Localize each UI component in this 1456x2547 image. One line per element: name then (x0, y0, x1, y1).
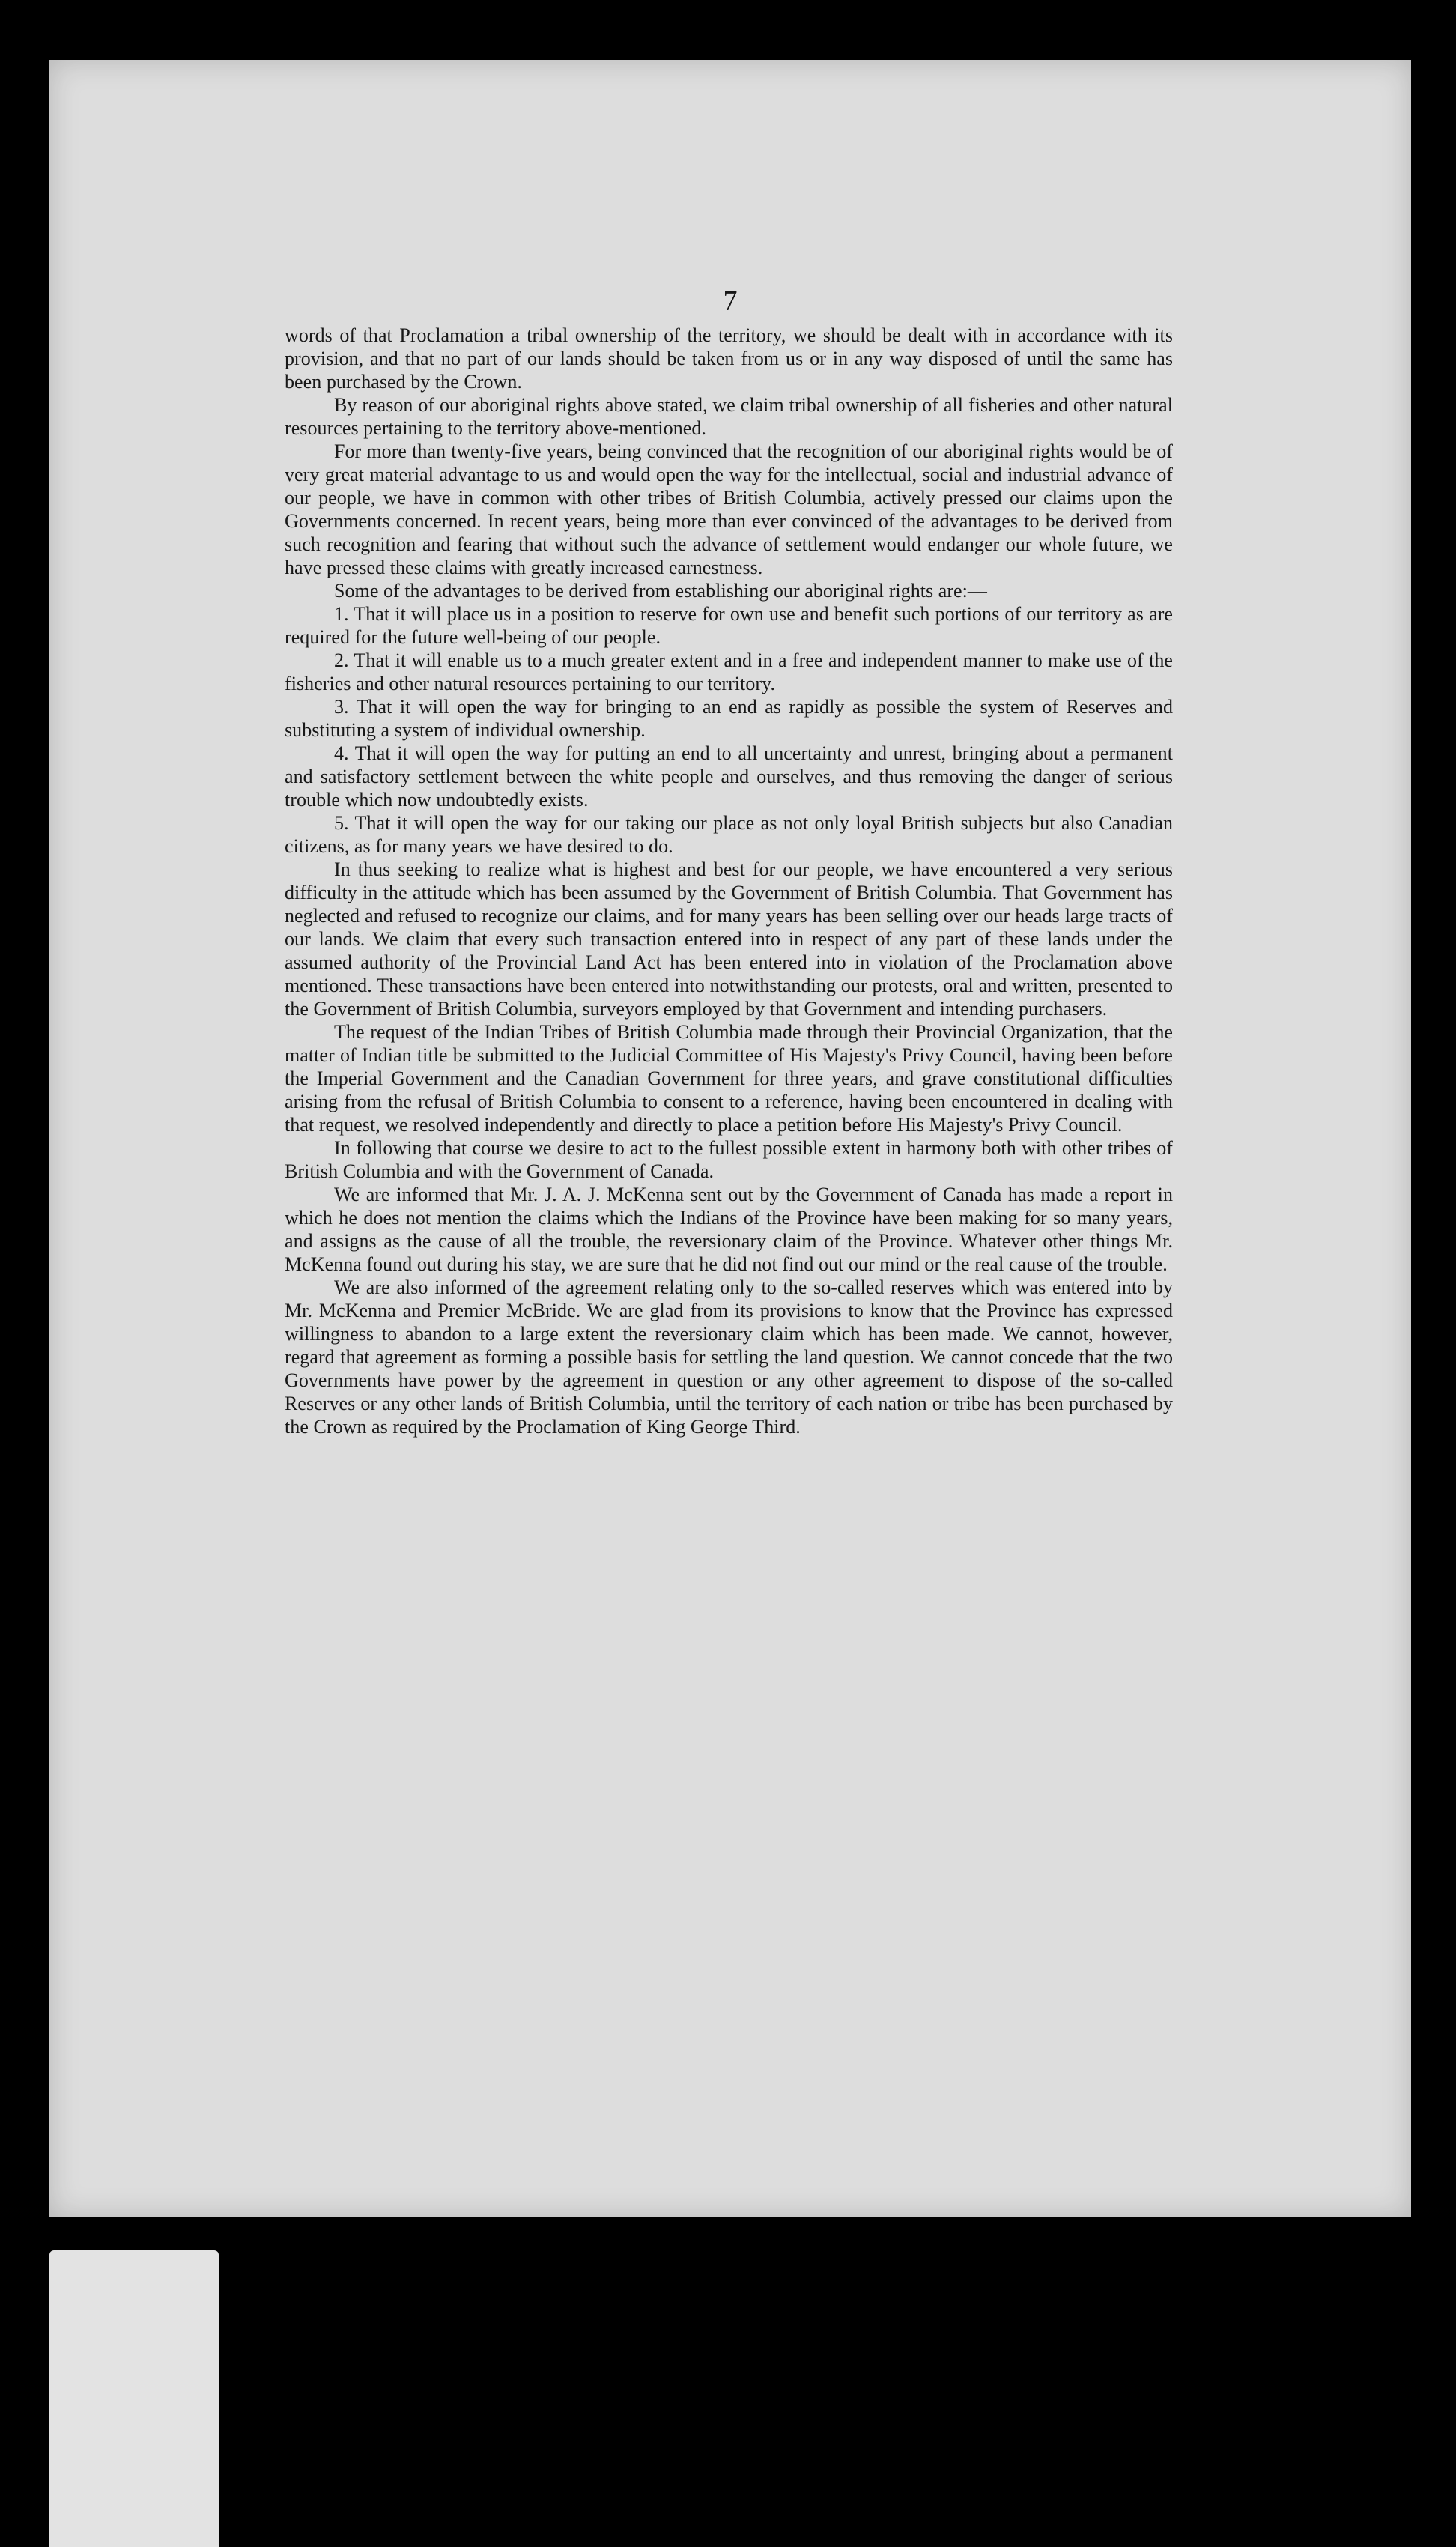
paragraph: In following that course we desire to act to the fullest possible extent in harmony both with other tribes of British Columbia and with the Government of Canada. (285, 1137, 1173, 1182)
paragraph: By reason of our aboriginal rights above stated, we claim tribal ownership of all fisheries and other natural resources pertaining to the territory above-mentioned. (285, 394, 1173, 439)
paragraph: In thus seeking to realize what is highest and best for our people, we have encountered a very serious difficulty in the attitude which has been assumed by the Government of British Columbia. That Government has neglected and refused to recognize our claims, and for many years has been selling over our heads large tracts of our lands. We claim that every such transaction entered into in respect of any part of these lands under the assumed authority of the Provincial Land Act has been entered into in violation of the Proclamation above mentioned. These transactions have been entered into notwithstanding our protests, oral and written, presented to the Government of British Columbia, surveyors employed by that Government and intending purchasers. (285, 858, 1173, 1020)
page-number: 7 (723, 285, 738, 317)
paper-slip (49, 2250, 219, 2547)
paragraph: The request of the Indian Tribes of British Columbia made through their Provincial Organization, that the matter of Indian title be submitted to the Judicial Committee of His Majesty's Privy Council, having been before the Imperial Government and the Canadian Government for three years, and grave constitutional difficulties arising from the refusal of British Columbia to consent to a reference, having been encountered in dealing with that request, we resolved independently and directly to place a petition before His Majesty's Privy Council. (285, 1021, 1173, 1136)
paragraph: For more than twenty-five years, being convinced that the recognition of our aboriginal rights would be of very great material advantage to us and would open the way for the intellectual, social and industrial advance of our people, we have in common with other tribes of British Columbia, actively pressed our claims upon the Governments concerned. In recent years, being more than ever convinced of the advantages to be derived from such recognition and fearing that without such the advance of settlement would endanger our whole future, we have pressed these claims with greatly increased earnestness. (285, 440, 1173, 578)
document-page (49, 60, 1411, 2217)
paragraph: 5. That it will open the way for our taking our place as not only loyal British subjects but also Canadian citizens, as for many years we have desired to do. (285, 812, 1173, 857)
paragraph: 4. That it will open the way for putting an end to all uncertainty and unrest, bringing about a permanent and satisfactory settlement between the white people and ourselves, and thus removing the danger of serious trouble which now undoubtedly exists. (285, 742, 1173, 811)
paragraph: Some of the advantages to be derived from establishing our aboriginal rights are:— (334, 580, 987, 602)
body-text (285, 324, 1173, 1438)
paragraph: We are informed that Mr. J. A. J. McKenna sent out by the Government of Canada has made a report in which he does not mention the claims which the Indians of the Province have been making for so many years, and assigns as the cause of all the trouble, the reversionary claim of the Province. Whatever other things Mr. McKenna found out during his stay, we are sure that he did not find out our mind or the real cause of the trouble. (285, 1184, 1173, 1275)
paragraph: 2. That it will enable us to a much greater extent and in a free and independent manner to make use of the fisheries and other natural resources pertaining to our territory. (285, 649, 1173, 694)
paragraph: 3. That it will open the way for bringing to an end as rapidly as possible the system of Reserves and substituting a system of individual ownership. (285, 696, 1173, 741)
paragraph: 1. That it will place us in a position to reserve for own use and benefit such portions of our territory as are required for the future well-being of our people. (285, 603, 1173, 648)
paragraph: words of that Proclamation a tribal ownership of the territory, we should be dealt with in accordance with its provision, and that no part of our lands should be taken from us or in any way disposed of until the same has been purchased by the Crown. (285, 324, 1173, 393)
paragraph: We are also informed of the agreement relating only to the so-called reserves which was entered into by Mr. McKenna and Premier McBride. We are glad from its provisions to know that the Province has expressed willingness to abandon to a large extent the reversionary claim which has been made. We cannot, however, regard that agreement as forming a possible basis for settling the land question. We cannot concede that the two Governments have power by the agreement in question or any other agreement to dispose of the so-called Reserves or any other lands of British Columbia, until the territory of each nation or tribe has been purchased by the Crown as required by the Proclamation of King George Third. (285, 1276, 1173, 1438)
